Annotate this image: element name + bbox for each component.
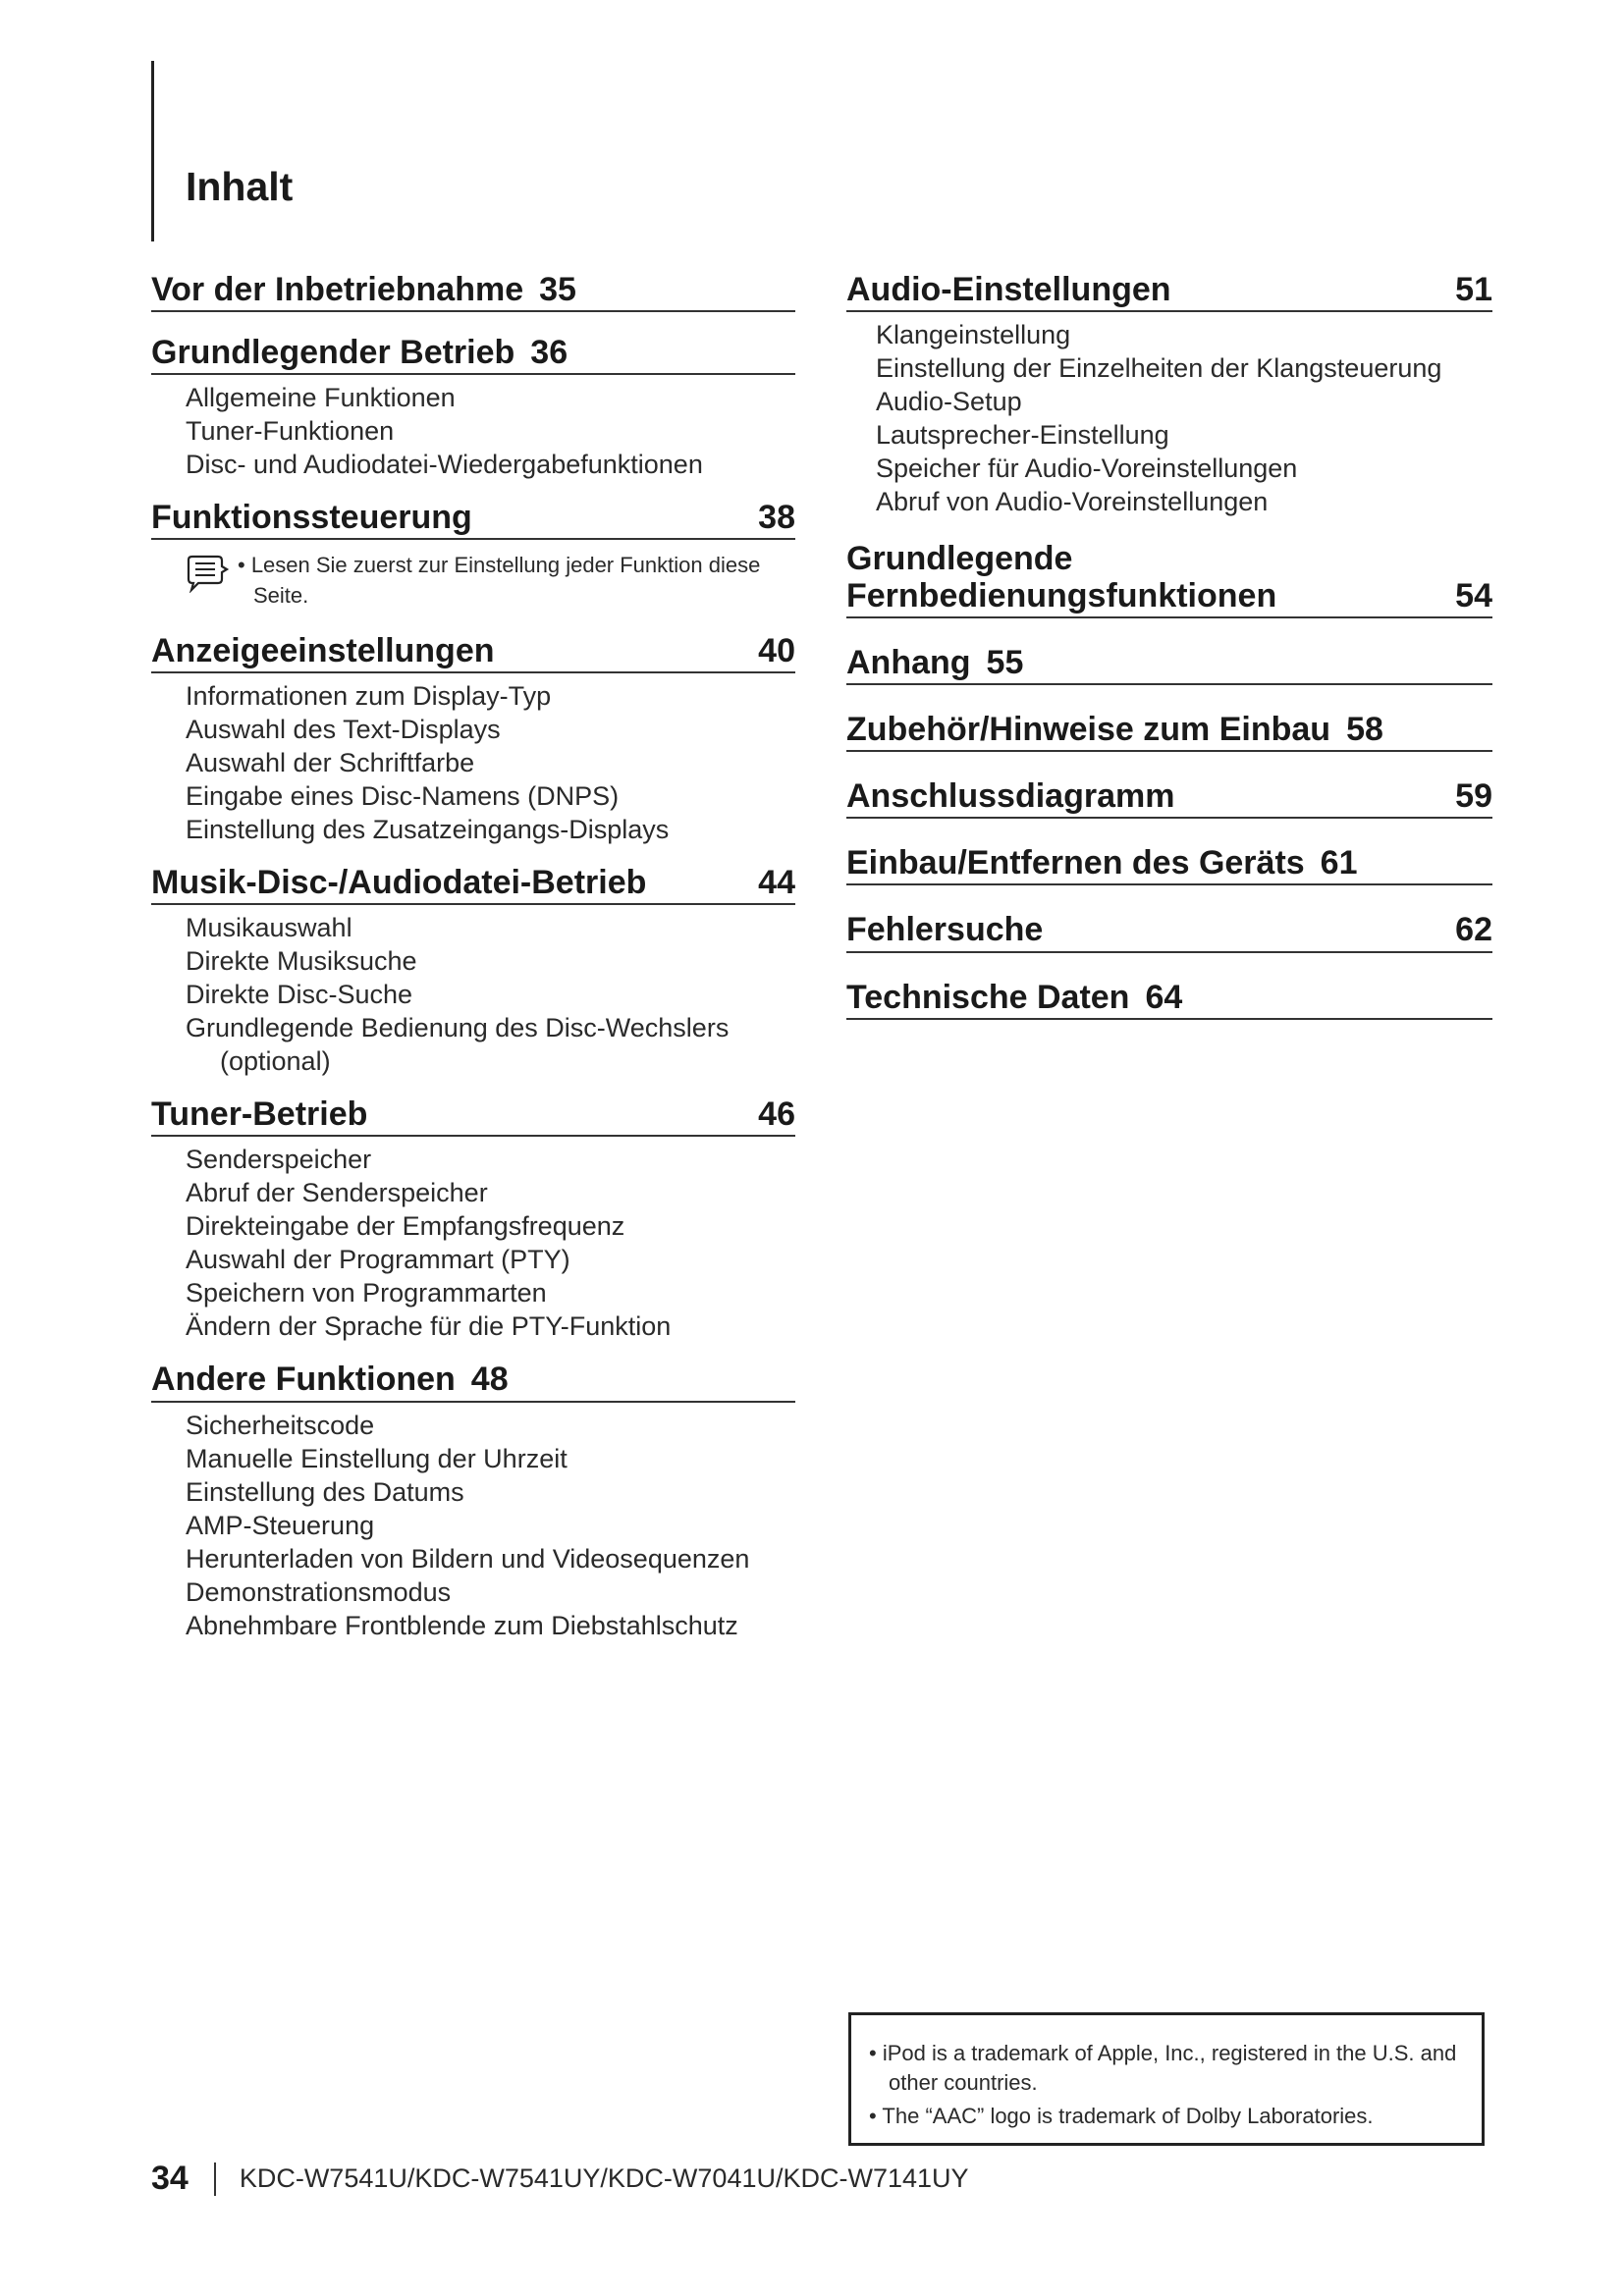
toc-item[interactable]: Abnehmbare Frontblende zum Diebstahlschutz — [186, 1610, 738, 1640]
toc-heading-title: Zubehör/Hinweise zum Einbau — [846, 711, 1331, 749]
toc-right-column — [846, 271, 1492, 1020]
toc-item-list — [846, 318, 1492, 518]
toc-heading-title: Grundlegender Betrieb — [151, 334, 515, 372]
toc-item[interactable]: Auswahl der Programmart (PTY) — [186, 1245, 570, 1275]
toc-heading[interactable] — [151, 1361, 795, 1402]
toc-heading-title: Funktionssteuerung — [151, 499, 472, 537]
toc-item[interactable]: Direkteingabe der Empfangsfrequenz — [186, 1211, 625, 1242]
toc-item[interactable]: Lautsprecher-Einstellung — [876, 420, 1169, 451]
toc-heading-page: 36 — [530, 334, 568, 372]
toc-heading[interactable] — [151, 864, 795, 905]
trademark-notice-box — [848, 2012, 1485, 2146]
speech-bubble-note-icon — [183, 554, 230, 593]
toc-item[interactable]: Abruf der Senderspeicher — [186, 1178, 488, 1208]
toc-item-list — [151, 679, 795, 846]
trademark-item: • iPod is a trademark of Apple, Inc., registered in the U.S. and other countries. — [869, 2041, 1457, 2095]
toc-heading-page: 44 — [758, 864, 795, 902]
toc-item[interactable]: Herunterladen von Bildern und Videosequenzen — [186, 1543, 750, 1574]
toc-item[interactable]: Klangeinstellung — [876, 320, 1071, 350]
toc-heading[interactable] — [846, 540, 1492, 618]
toc-item[interactable]: Auswahl des Text-Displays — [186, 715, 501, 745]
toc-item[interactable]: Disc- und Audiodatei-Wiedergabefunktionen — [186, 450, 703, 480]
toc-heading-page: 64 — [1145, 978, 1183, 1016]
toc-item[interactable]: Senderspeicher — [186, 1145, 372, 1175]
page-title: Inhalt — [186, 164, 294, 209]
toc-heading-title: Einbau/Entfernen des Geräts — [846, 844, 1305, 882]
toc-heading-title: Tuner-Betrieb — [151, 1095, 368, 1134]
toc-heading-title: Anhang — [846, 644, 971, 682]
toc-heading[interactable] — [151, 271, 795, 312]
toc-section-funktionssteuerung — [151, 499, 795, 611]
toc-item[interactable]: Informationen zum Display-Typ — [186, 681, 552, 712]
toc-item-list — [151, 1409, 795, 1642]
toc-item-list — [151, 1143, 795, 1343]
toc-item[interactable]: Ändern der Sprache für die PTY-Funktion — [186, 1311, 672, 1342]
toc-heading-page: 48 — [470, 1361, 509, 1399]
trademark-list — [869, 2039, 1462, 2131]
toc-section-einbau — [846, 844, 1492, 885]
toc-heading-title: Vor der Inbetriebnahme — [151, 271, 524, 308]
toc-item[interactable]: Speicher für Audio-Voreinstellungen — [876, 454, 1298, 484]
toc-item[interactable]: Musikauswahl — [186, 913, 352, 943]
footer-divider — [214, 2163, 216, 2196]
toc-section-anzeigeeinstellungen — [151, 632, 795, 846]
toc-item[interactable]: Demonstrationsmodus — [186, 1576, 452, 1607]
toc-heading[interactable] — [151, 499, 795, 540]
toc-heading[interactable] — [846, 711, 1492, 752]
toc-heading-page: 55 — [986, 644, 1024, 682]
toc-heading[interactable] — [846, 979, 1492, 1020]
toc-heading[interactable] — [846, 777, 1492, 819]
model-numbers: KDC-W7541U/KDC-W7541UY/KDC-W7041U/KDC-W7141UY — [239, 2163, 969, 2193]
toc-heading-title: Audio-Einstellungen — [846, 271, 1171, 308]
toc-section-technische-daten — [846, 979, 1492, 1020]
toc-section-anhang — [846, 640, 1492, 685]
toc-item[interactable]: Direkte Disc-Suche — [186, 980, 413, 1010]
toc-item[interactable]: Einstellung des Zusatzeingangs-Displays — [186, 815, 670, 845]
toc-item[interactable]: Sicherheitscode — [186, 1410, 375, 1440]
toc-section-grundlegender-betrieb — [151, 334, 795, 481]
toc-section-zubehoer — [846, 711, 1492, 752]
title-accent-bar — [151, 61, 154, 241]
toc-heading-page: 61 — [1320, 844, 1358, 882]
toc-heading[interactable] — [846, 271, 1492, 312]
toc-item[interactable]: Tuner-Funktionen — [186, 416, 395, 447]
toc-item[interactable]: Einstellung des Datums — [186, 1476, 464, 1507]
toc-item[interactable]: Einstellung der Einzelheiten der Klangsteuerung — [876, 353, 1442, 384]
toc-item[interactable]: AMP-Steuerung — [186, 1510, 375, 1540]
toc-heading[interactable] — [846, 640, 1492, 685]
toc-heading-page: 46 — [758, 1095, 795, 1134]
toc-section-tuner-betrieb — [151, 1095, 795, 1343]
toc-heading-page: 35 — [539, 271, 576, 308]
toc-heading-page: 62 — [1455, 911, 1492, 949]
toc-heading-page: 54 — [1455, 577, 1492, 615]
toc-item[interactable]: Speichern von Programmarten — [186, 1278, 547, 1308]
page-number: 34 — [151, 2160, 189, 2197]
function-note — [183, 550, 795, 611]
toc-item-list — [151, 911, 795, 1078]
toc-left-column — [151, 271, 795, 1642]
toc-item[interactable]: Grundlegende Bedienung des Disc-Wechslers (optional) — [186, 1013, 730, 1077]
function-note-text: • Lesen Sie zuerst zur Einstellung jeder Funktion diese Seite. — [238, 553, 761, 609]
toc-heading-title: Grundlegende Fernbedienungsfunktionen — [846, 540, 1277, 615]
toc-section-fernbedienung — [846, 540, 1492, 618]
toc-heading[interactable] — [151, 632, 795, 673]
toc-item-list — [151, 381, 795, 481]
toc-heading-page: 59 — [1455, 777, 1492, 816]
toc-heading-page: 51 — [1455, 271, 1492, 308]
page-footer — [151, 2160, 969, 2198]
toc-item[interactable]: Manuelle Einstellung der Uhrzeit — [186, 1443, 568, 1473]
toc-heading-title: Fehlersuche — [846, 911, 1044, 949]
toc-heading[interactable] — [151, 334, 795, 375]
toc-heading[interactable] — [846, 844, 1492, 885]
toc-item[interactable]: Abruf von Audio-Voreinstellungen — [876, 487, 1269, 517]
toc-section-anschlussdiagramm — [846, 777, 1492, 819]
toc-section-musik-disc — [151, 864, 795, 1078]
toc-item[interactable]: Direkte Musiksuche — [186, 946, 417, 977]
toc-heading-title: Musik-Disc-/Audiodatei-Betrieb — [151, 864, 647, 902]
toc-item[interactable]: Allgemeine Funktionen — [186, 383, 456, 413]
toc-section-audio-einstellungen — [846, 271, 1492, 518]
toc-heading-title: Technische Daten — [846, 978, 1130, 1016]
toc-heading-title: Andere Funktionen — [151, 1361, 456, 1399]
toc-heading-title: Anschlussdiagramm — [846, 777, 1175, 816]
toc-heading[interactable] — [151, 1095, 795, 1137]
toc-section-andere-funktionen — [151, 1361, 795, 1641]
toc-section-fehlersuche — [846, 911, 1492, 952]
toc-item[interactable]: Audio-Setup — [876, 387, 1022, 417]
toc-item[interactable]: Auswahl der Schriftfarbe — [186, 748, 475, 778]
toc-item[interactable]: Eingabe eines Disc-Namens (DNPS) — [186, 781, 620, 812]
toc-heading-page: 38 — [758, 499, 795, 537]
toc-heading[interactable] — [846, 911, 1492, 952]
toc-heading-page: 58 — [1346, 711, 1383, 749]
trademark-item: • The “AAC” logo is trademark of Dolby Laboratories. — [869, 2104, 1374, 2128]
toc-section-vor-der-inbetriebnahme — [151, 271, 795, 312]
toc-heading-page: 40 — [758, 632, 795, 670]
toc-heading-title: Anzeigeeinstellungen — [151, 632, 495, 670]
